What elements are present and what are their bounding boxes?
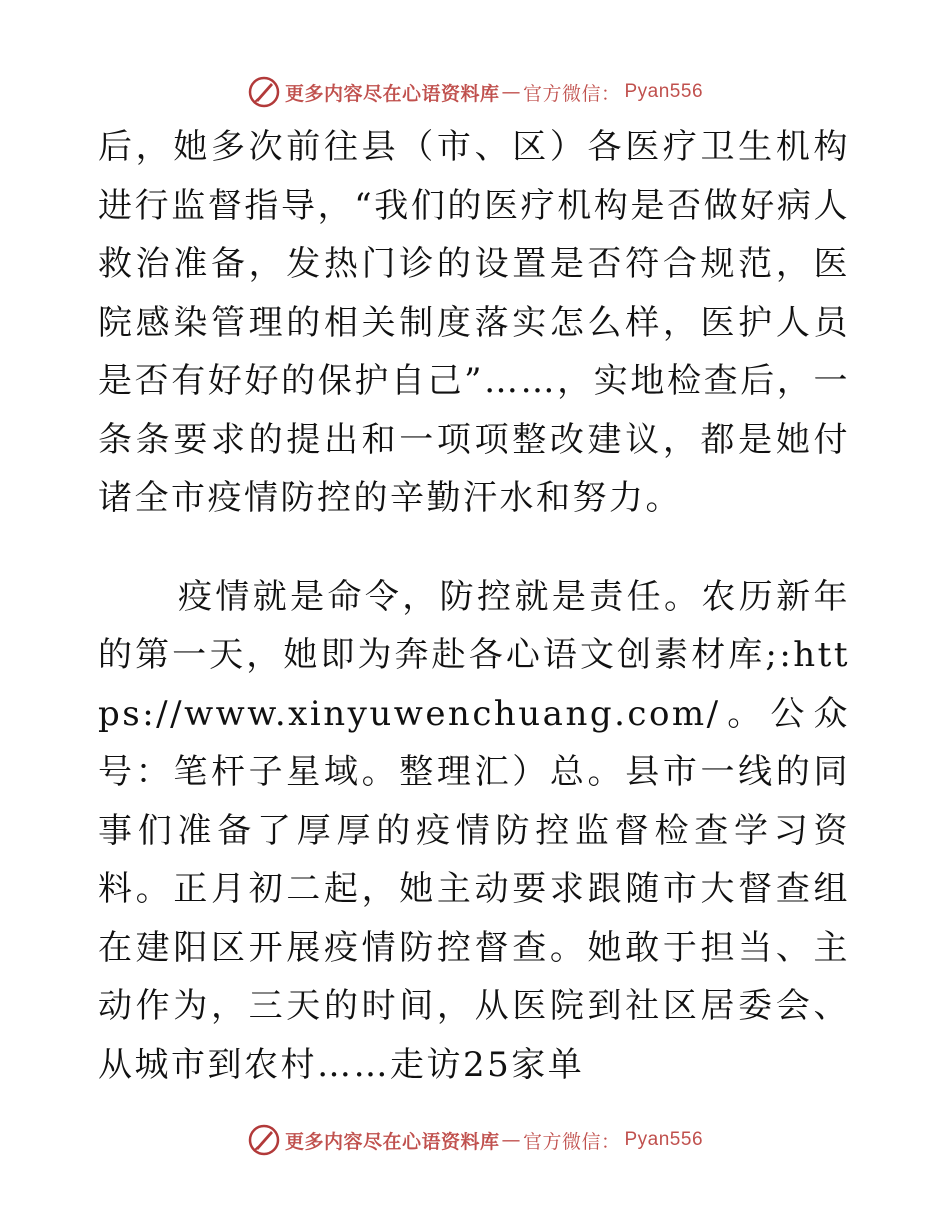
- quill-logo-icon: [247, 1123, 281, 1157]
- watermark-label: 官方微信：: [522, 1130, 621, 1153]
- watermark-brand: 更多内容尽在心语资料库: [284, 82, 500, 105]
- watermark-wechat-id: Pyan556: [624, 81, 704, 102]
- paragraph-1: 后，她多次前往县（市、区）各医疗卫生机构进行监督指导，“我们的医疗机构是否做好病人救治准备，发热门诊的设置是否符合规范，医院感染管理的相关制度落实怎么样，医护人员是否有好好的保护自己”……，实地检查后，一条条要求的提出和一项项整改建议，都是她付诸全市疫情防控的辛勤汗水和努力。: [98, 127, 850, 518]
- watermark-wechat-id: Pyan556: [624, 1129, 704, 1150]
- watermark-label: 官方微信：: [522, 82, 621, 105]
- watermark-dash: —: [501, 81, 521, 103]
- document-body: [98, 118, 850, 1094]
- paragraph-2: 疫情就是命令，防控就是责任。农历新年的第一天，她即为奔赴各心语文创素材库;:https://www.xinyuwenchuang.com/。公众号：笔杆子星域。整理汇）总。县市一线的同事们准备了厚厚的疫情防控监督检查学习资料。正月初二起，她主动要求跟随市大督查组在建阳区开展疫情防控督查。她敢于担当、主动作为，三天的时间，从医院到社区居委会、从城市到农村……走访25家单: [98, 576, 850, 1085]
- header-watermark: [0, 72, 950, 112]
- footer-watermark: [0, 1120, 950, 1160]
- watermark-brand: 更多内容尽在心语资料库: [284, 1130, 500, 1153]
- quill-logo-icon: [247, 75, 281, 109]
- watermark-dash: —: [501, 1129, 521, 1151]
